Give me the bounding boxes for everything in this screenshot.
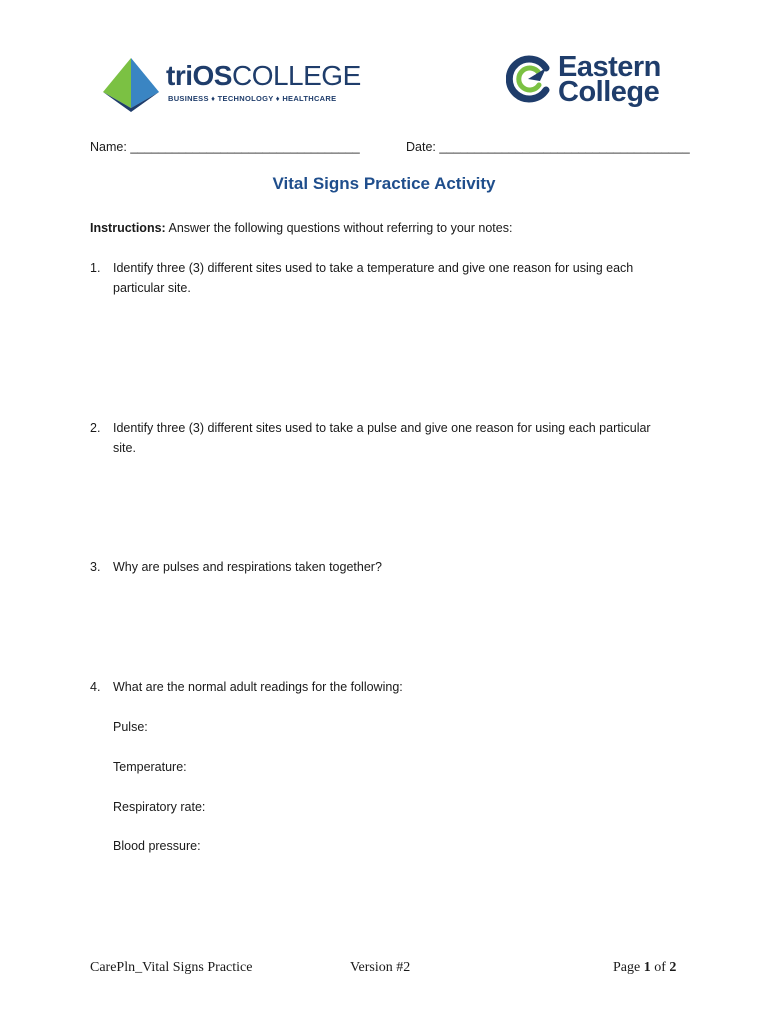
date-field — [406, 137, 690, 157]
question-text: Identify three (3) different sites used to take a temperature and give one reason for using each particular site. — [113, 261, 634, 295]
eastern-wordmark-line2: College — [558, 76, 660, 108]
trios-wordmark: triOSCOLLEGE — [166, 60, 361, 91]
footer-document-name: CarePln_Vital Signs Practice — [90, 960, 253, 975]
reading-temperature: Temperature: — [113, 760, 187, 774]
footer-page-number: Page 1 of 2 — [613, 960, 677, 975]
question-number: 3. — [90, 560, 101, 574]
trios-college-logo — [100, 56, 361, 116]
reading-respiratory-rate: Respiratory rate: — [113, 800, 206, 814]
instructions-text: Answer the following questions without referring to your notes: — [165, 221, 513, 235]
question-text: Identify three (3) different sites used to take a pulse and give one reason for using each particular site. — [113, 421, 651, 455]
page-title: Vital Signs Practice Activity — [272, 174, 496, 193]
date-label: Date: — [406, 140, 436, 154]
date-blank: ____________________________________ — [439, 140, 690, 154]
name-label: Name: — [90, 140, 127, 154]
eastern-college-logo — [506, 52, 681, 110]
question-number: 1. — [90, 261, 101, 275]
name-blank: _________________________________ — [130, 140, 360, 154]
eastern-wordmark-line1: Eastern — [558, 51, 661, 83]
question-number: 2. — [90, 421, 101, 435]
pyramid-logo-icon — [100, 56, 162, 114]
reading-blood-pressure: Blood pressure: — [113, 839, 201, 853]
name-field — [90, 137, 360, 157]
question-text: What are the normal adult readings for the following: — [113, 680, 403, 694]
eastern-c-icon — [506, 54, 554, 104]
reading-pulse: Pulse: — [113, 720, 148, 734]
question-number: 4. — [90, 680, 101, 694]
question-text: Why are pulses and respirations taken together? — [113, 560, 382, 574]
instructions — [90, 218, 512, 238]
trios-tagline: BUSINESS ♦ TECHNOLOGY ♦ HEALTHCARE — [168, 94, 337, 103]
footer-version: Version #2 — [350, 960, 411, 975]
instructions-label: Instructions: — [90, 221, 166, 235]
